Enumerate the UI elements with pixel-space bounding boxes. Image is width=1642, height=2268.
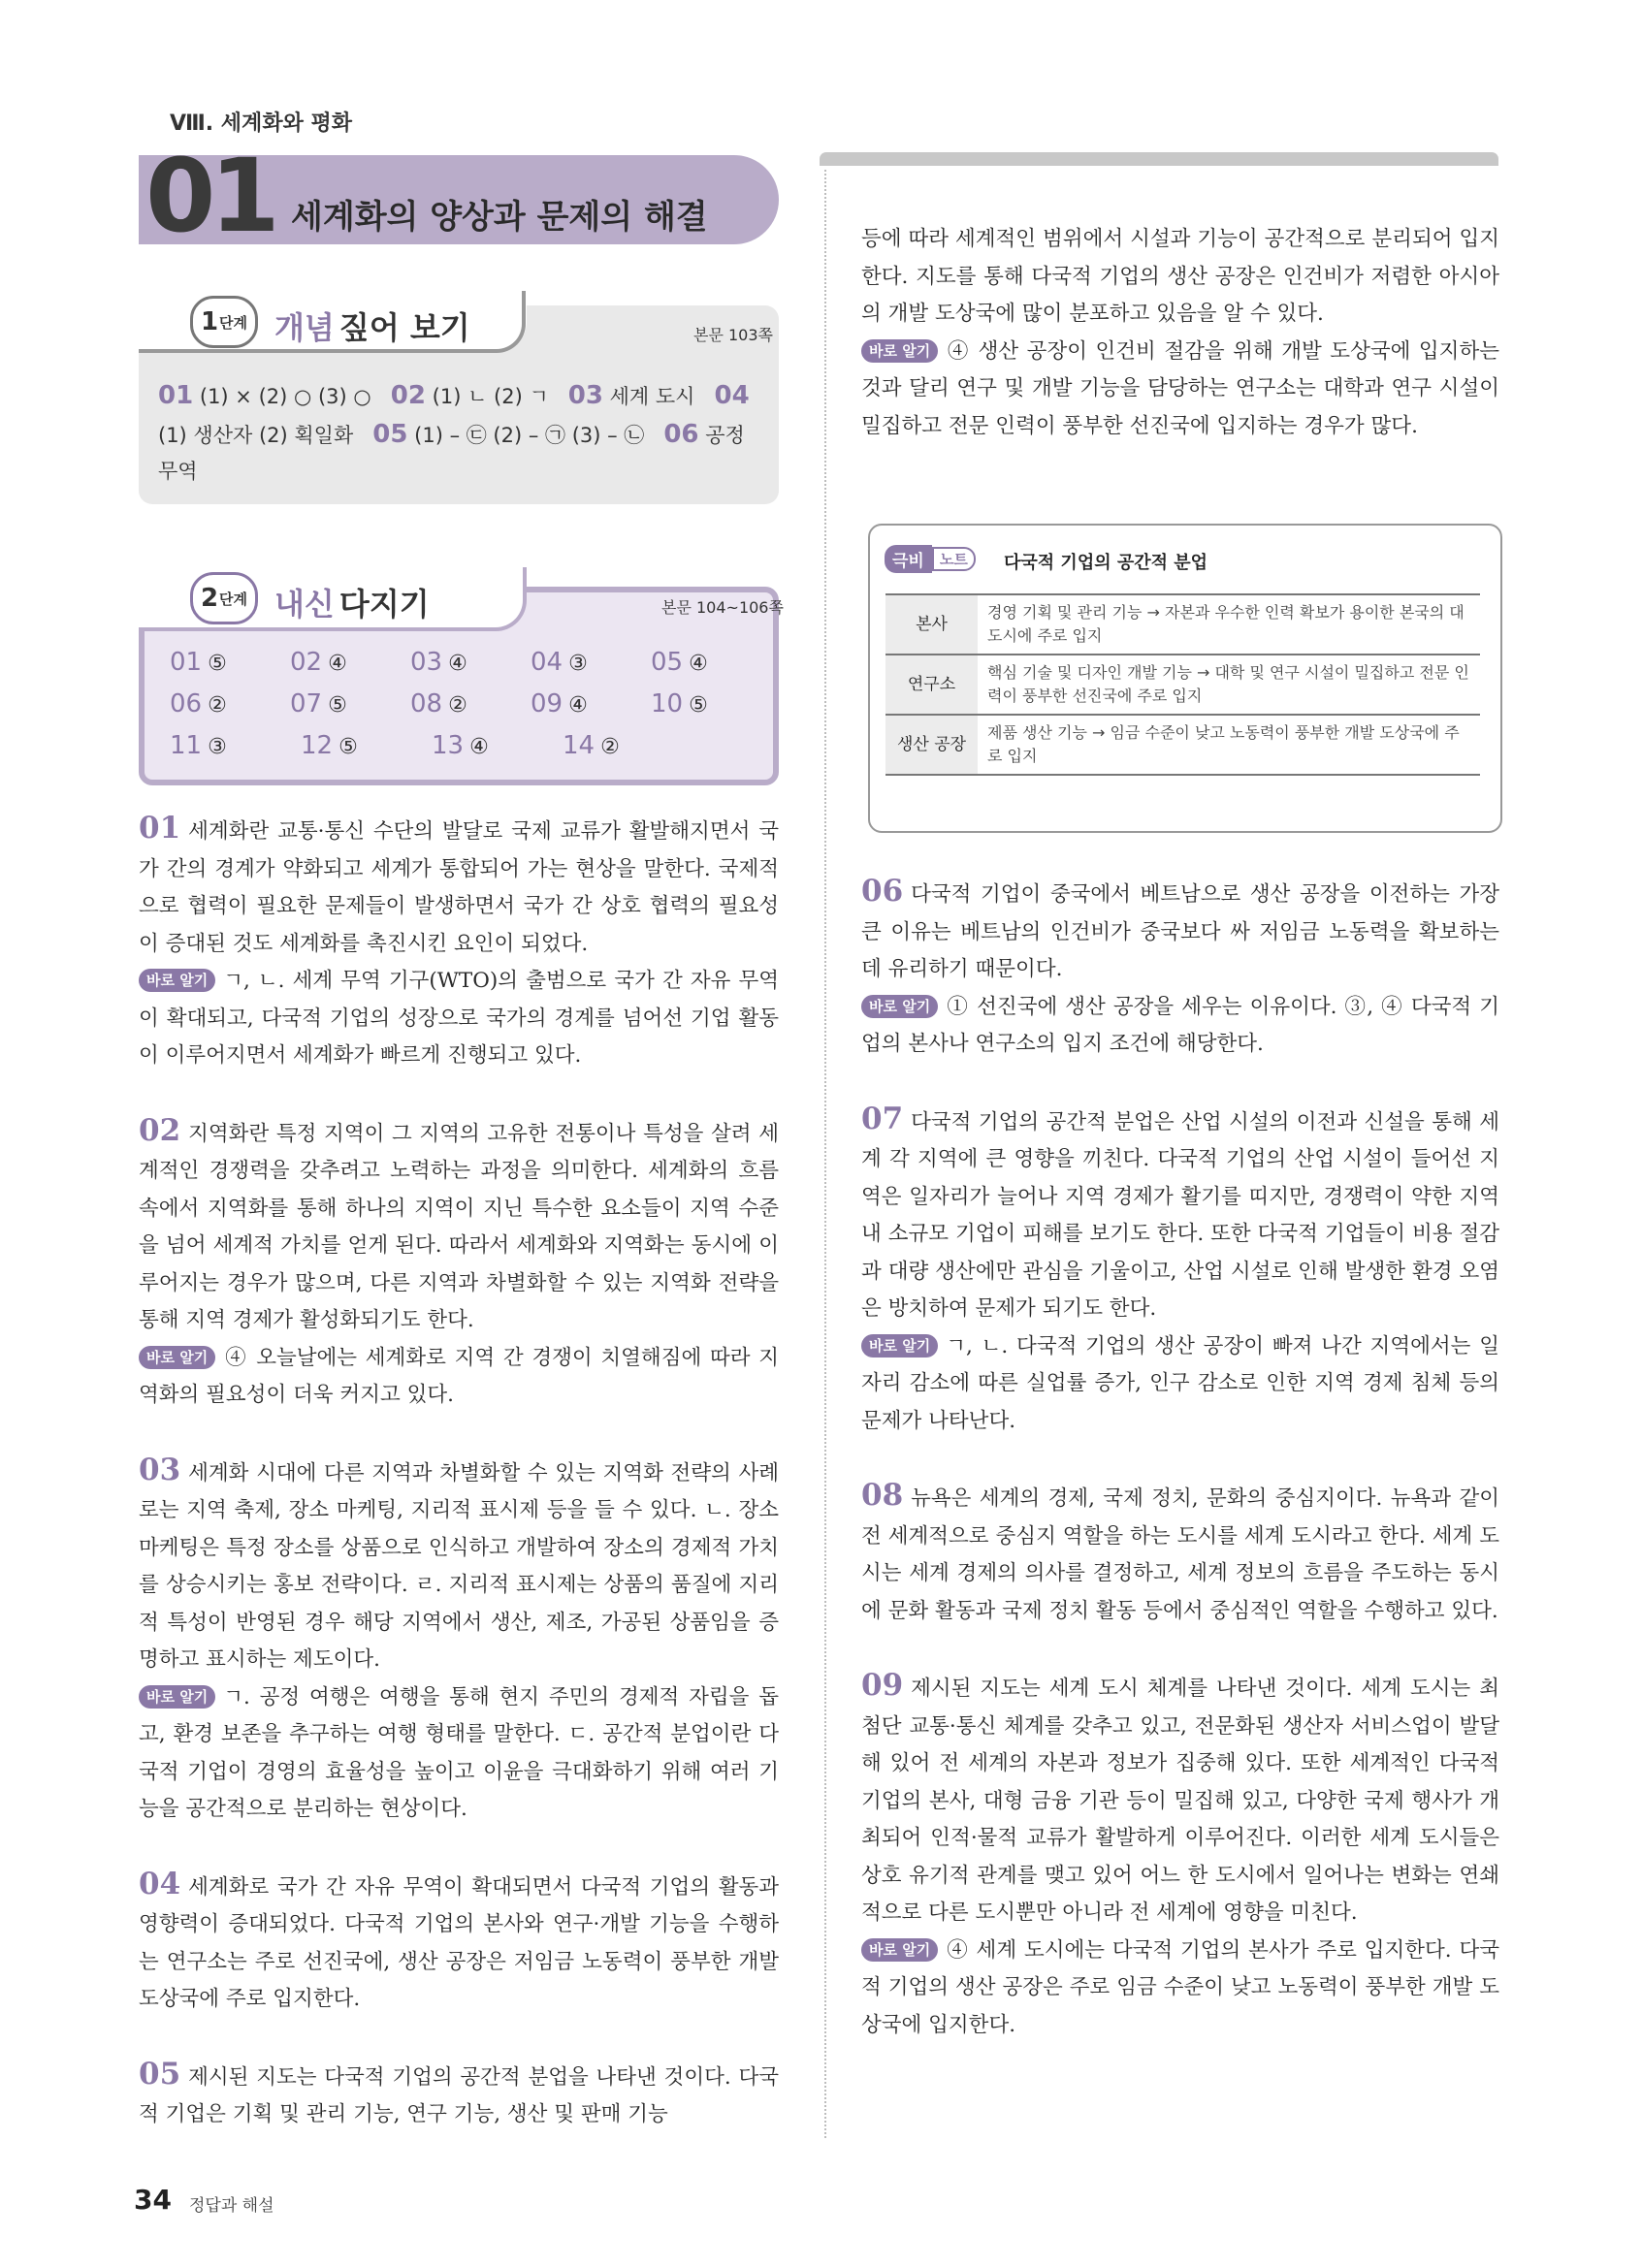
step2-badge: 2 단계	[190, 572, 258, 624]
answer-cell: 05 ④	[651, 648, 708, 677]
left-column	[139, 810, 779, 2134]
step1-title: 개념 짚어 보기	[274, 309, 470, 346]
note-title: 다국적 기업의 공간적 분업	[1004, 553, 1208, 573]
answer-cell: 12 ⑤	[301, 731, 358, 760]
answer-cell: 14 ②	[563, 731, 620, 760]
footer-label: 정답과 해설	[189, 2196, 274, 2216]
step1-answers-line1: 01 (1) × (2) ○ (3) ○ 02 (1) ㄴ (2) ㄱ 03 세계 도시 04	[158, 381, 750, 410]
explanation-07: 07 다국적 기업의 공간적 분업은 산업 시설의 이전과 신설을 통해 세계 각 지역에 큰 영향을 끼친다. 다국적 기업의 산업 시설이 들어선 지역은 일자리가 늘어나 지역 경제가 활기를 띠지만, 경쟁력이 약한 지역 내 소규모 기업이 피해를 보기도 한다. 또한 다국적 기업들이 비용 절감과 대량 생산에만 관심을 기울이고, 산업 시설로 인해 발생한 환경 오염은 방치하여 문제가 되기도 한다. 바로 알기 ㄱ, ㄴ. 다국적 기업의 생산 공장이 빠져 나간 지역에서는 일자리 감소에 따른 실업률 증가, 인구 감소로 인한 지역 경제 침체 등의 문제가 나타난다.	[861, 1101, 1499, 1433]
explanation-02: 02 지역화란 특정 지역이 그 지역의 고유한 전통이나 특성을 살려 세계적인 경쟁력을 갖추려고 노력하는 과정을 의미한다. 세계화의 흐름 속에서 지역화를 통해 하나의 지역이 지닌 특수한 요소들이 지역 수준을 넘어 세계적 가치를 얻게 된다. 따라서 세계화와 지역화는 동시에 이루어지는 경우가 많으며, 다른 지역과 차별화할 수 있는 지역화 전략을 통해 지역 경제가 활성화되기도 한다. 바로 알기 ④ 오늘날에는 세계화로 지역 간 경쟁이 치열해짐에 따라 지역화의 필요성이 더욱 커지고 있다.	[139, 1112, 779, 1407]
section-title: 세계화의 양상과 문제의 해결	[291, 198, 708, 237]
answer-cell: 09 ④	[531, 689, 588, 719]
answer-cell: 10 ⑤	[651, 689, 708, 719]
section-number: 01	[145, 137, 274, 255]
step1-page-ref: 본문 103쪽	[693, 326, 773, 344]
answer-row	[170, 689, 771, 731]
answer-cell: 11 ③	[170, 731, 227, 760]
right-column	[861, 873, 1499, 2044]
step1-badge: 1 단계	[190, 296, 258, 348]
explanation-04: 04 세계화로 국가 간 자유 무역이 확대되면서 다국적 기업의 활동과 영향력이 증대되었다. 다국적 기업의 본사와 연구·개발 기능을 수행하는 연구소는 주로 선진국에, 생산 공장은 저임금 노동력이 풍부한 개발 도상국에 주로 입지한다.	[139, 1866, 779, 2011]
note-table	[885, 593, 1480, 776]
note-row: 생산 공장 제품 생산 기능 → 임금 수준이 낮고 노동력이 풍부한 개발 도상국에 주로 입지	[885, 715, 1480, 775]
explanation-08: 08 뉴욕은 세계의 경제, 국제 정치, 문화의 중심지이다. 뉴욕과 같이 전 세계적으로 중심지 역할을 하는 도시를 세계 도시라고 한다. 세계 도시는 세계 경제의 의사를 결정하고, 세계 정보의 흐름을 주도하는 동시에 문화 활동과 국제 정치 활동 등에서 중심적인 역할을 수행하고 있다.	[861, 1478, 1499, 1623]
answer-cell: 04 ③	[531, 648, 588, 677]
note-tag: 극비 노트	[885, 545, 976, 573]
answer-cell: 08 ②	[410, 689, 467, 719]
answer-cell: 13 ④	[432, 731, 489, 760]
answer-cell: 06 ②	[170, 689, 227, 719]
explanation-05-continued: 등에 따라 세계적인 범위에서 시설과 기능이 공간적으로 분리되어 입지한다. 지도를 통해 다국적 기업의 생산 공장은 인건비가 저렴한 아시아의 개발 도상국에 많이 분포하고 있음을 알 수 있다. 바로 알기 ④ 생산 공장이 인건비 절감을 위해 개발 도상국에 입지하는 것과 달리 연구 및 개발 기능을 담당하는 연구소는 대학과 연구 시설이 밀집하고 전문 인력이 풍부한 선진국에 입지하는 경우가 많다.	[861, 227, 1499, 438]
explanation-03: 03 세계화 시대에 다른 지역과 차별화할 수 있는 지역화 전략의 사례로는 지역 축제, 장소 마케팅, 지리적 표시제 등을 들 수 있다. ㄴ. 장소 마케팅은 특정 장소를 상품으로 인식하고 개발하여 장소의 경제적 가치를 상승시키는 홍보 전략이다. ㄹ. 지리적 표시제는 상품의 품질에 지리적 특성이 반영된 경우 해당 지역에서 생산, 제조, 가공된 상품임을 증명하고 표시하는 제도이다. 바로 알기 ㄱ. 공정 여행은 여행을 통해 현지 주민의 경제적 자립을 돕고, 환경 보존을 추구하는 여행 형태를 말한다. ㄷ. 공간적 분업이란 다국적 기업이 경영의 효율성을 높이고 이윤을 극대화하기 위해 여러 기능을 공간적으로 분리하는 현상이다.	[139, 1452, 779, 1821]
column-divider	[824, 170, 826, 2138]
right-column-top	[861, 221, 1499, 445]
step2-answer-grid	[170, 648, 771, 773]
chapter-title: Ⅷ. 세계화와 평화	[170, 112, 352, 136]
step1-answers-line3: 무역	[158, 460, 198, 483]
answer-cell: 01 ⑤	[170, 648, 227, 677]
answer-cell: 07 ⑤	[290, 689, 347, 719]
note-row: 본사 경영 기획 및 관리 기능 → 자본과 우수한 인력 확보가 용이한 본국의 대도시에 주로 입지	[885, 594, 1480, 655]
answer-row	[170, 731, 771, 773]
answer-cell: 02 ④	[290, 648, 347, 677]
explanation-01: 01 세계화란 교통·통신 수단의 발달로 국제 교류가 활발해지면서 국가 간의 경계가 약화되고 세계가 통합되어 가는 현상을 말한다. 국제적으로 협력이 필요한 문제들이 발생하면서 국가 간 상호 협력의 필요성이 증대된 것도 세계화를 촉진시킨 요인이 되었다. 바로 알기 ㄱ, ㄴ. 세계 무역 기구(WTO)의 출범으로 국가 간 자유 무역이 확대되고, 다국적 기업의 성장으로 국가의 경계를 넘어선 기업 활동이 이루어지면서 세계화가 빠르게 진행되고 있다.	[139, 811, 779, 1068]
page-number: 34	[134, 2184, 172, 2216]
note-row: 연구소 핵심 기술 및 디자인 개발 기능 → 대학 및 연구 시설이 밀집하고 전문 인력이 풍부한 선진국에 주로 입지	[885, 655, 1480, 715]
explanation-05: 05 제시된 지도는 다국적 기업의 공간적 분업을 나타낸 것이다. 다국적 기업은 기획 및 관리 기능, 연구 기능, 생산 및 판매 기능	[139, 2056, 779, 2126]
step2-title: 내신 다지기	[274, 586, 430, 623]
step1-answers-line2: (1) 생산자 (2) 획일화 05 (1) – ㉢ (2) – ㉠ (3) – ㉡ 06 공정	[158, 420, 745, 449]
answer-row	[170, 648, 771, 689]
right-column-top-bar	[820, 152, 1498, 166]
explanation-06: 06 다국적 기업이 중국에서 베트남으로 생산 공장을 이전하는 가장 큰 이유는 베트남의 인건비가 중국보다 싸 저임금 노동력을 확보하는 데 유리하기 때문이다. 바로 알기 ① 선진국에 생산 공장을 세우는 이유이다. ③, ④ 다국적 기업의 본사나 연구소의 입지 조건에 해당한다.	[861, 874, 1499, 1056]
explanation-09: 09 제시된 지도는 세계 도시 체계를 나타낸 것이다. 세계 도시는 최첨단 교통·통신 체계를 갖추고 있고, 전문화된 생산자 서비스업이 발달해 있어 전 세계의 자본과 정보가 집중해 있다. 또한 세계적인 다국적 기업의 본사, 대형 금융 기관 등이 밀집해 있고, 다양한 국제 행사가 개최되어 인적·물적 교류가 활발하게 이루어진다. 이러한 세계 도시들은 상호 유기적 관계를 맺고 있어 어느 한 도시에서 일어나는 변화는 연쇄적으로 다른 도시뿐만 아니라 전 세계에 영향을 미친다. 바로 알기 ④ 세계 도시에는 다국적 기업의 본사가 주로 입지한다. 다국적 기업의 생산 공장은 주로 임금 수준이 낮고 노동력이 풍부한 개발 도상국에 입지한다.	[861, 1668, 1499, 2037]
answer-cell: 03 ④	[410, 648, 467, 677]
step2-page-ref: 본문 104~106쪽	[661, 598, 784, 617]
